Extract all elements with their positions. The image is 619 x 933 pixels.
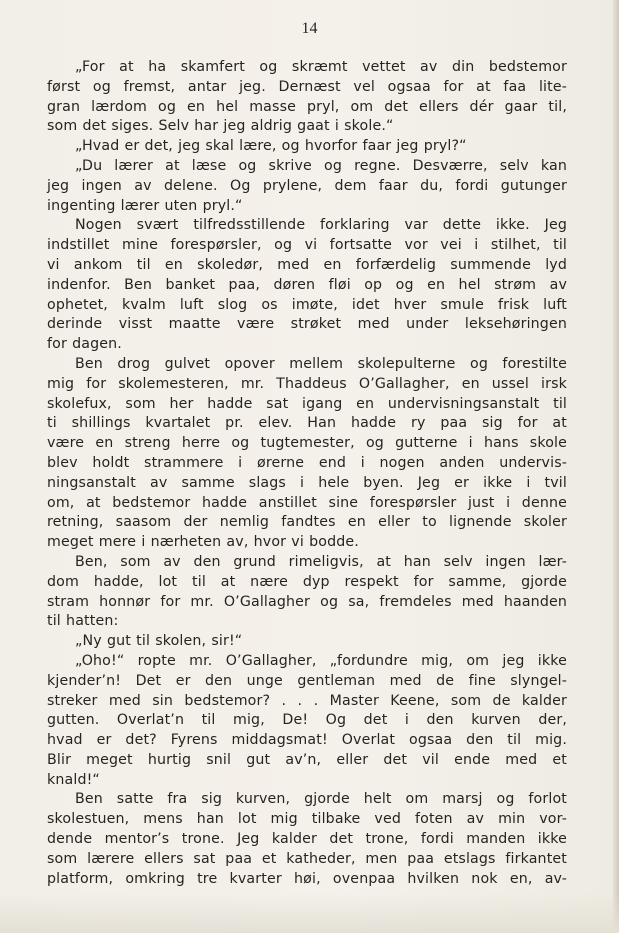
text-line: først og fremst, antar jeg. Dernæst vel ogsaa for at faa lite- <box>47 78 567 95</box>
text-line: platform, omkring tre kvarter høi, ovenpaa hvilken nok en, av- <box>47 870 567 887</box>
text-line: Ben drog gulvet opover mellem skolepulterne og forestilte <box>75 355 567 372</box>
text-line: vi ankom til en skoledør, med en forfærdelig summende lyd <box>47 256 567 273</box>
page-number: 14 <box>301 20 318 37</box>
text-line: være en streng herre og tugtemester, og gutterne i hans skole <box>47 435 567 452</box>
text-line: for dagen. <box>47 336 122 353</box>
text-line: „Du lærer at læse og skrive og regne. Desværre, selv kan <box>75 157 567 174</box>
text-line: stram honnør for mr. O’Gallagher og sa, fremdeles med haanden <box>47 593 567 610</box>
text-line: ophetet, kvalm luft slog os imøte, idet hver smule frisk luft <box>47 296 567 313</box>
page-bottom-shadow <box>0 893 619 933</box>
text-line: gutten. Overlat’n til mig, De! Og det i den kurven der, <box>47 712 567 729</box>
text-line: „Hvad er det, jeg skal lære, og hvorfor faar jeg pryl?“ <box>75 138 467 155</box>
text-line: til hatten: <box>47 613 119 630</box>
page-edge-shadow <box>613 0 619 933</box>
text-line: ningsanstalt av samme slags i hele byen. Jeg er ikke i tvil <box>47 474 567 491</box>
text-line: hvad er det? Fyrens middagsmat! Overlat ogsaa den til mig. <box>47 732 567 749</box>
text-line: Nogen svært tilfredsstillende forklaring var dette ikke. Jeg <box>75 217 567 234</box>
text-line: „For at ha skamfert og skræmt vettet av din bedstemor <box>75 59 567 75</box>
text-line: ingenting lærer uten pryl.“ <box>47 197 243 214</box>
text-line: som lærere ellers sat paa et katheder, men paa etslags firkantet <box>47 850 567 867</box>
text-line: om, at bedstemor hadde anstillet sine forespørsler just i denne <box>47 494 567 511</box>
text-line: mig for skolemesteren, mr. Thaddeus O’Gallagher, en ussel irsk <box>47 375 567 392</box>
text-line: meget mere i nærheten av, hvor vi bodde. <box>47 534 359 551</box>
text-line: dom hadde, lot til at nære dyp respekt for samme, gjorde <box>47 573 567 590</box>
text-line: indstillet mine forespørsler, og vi fortsatte vor vei i stilhet, til <box>47 237 567 254</box>
text-line: knald!“ <box>47 771 100 788</box>
text-line: indenfor. Ben banket paa, døren fløi op og en hel strøm av <box>47 276 567 293</box>
text-line: som det siges. Selv har jeg aldrig gaat i skole.“ <box>47 118 394 135</box>
text-line: skolestuen, mens han lot mig tilbake ved foten av min vor- <box>47 811 567 828</box>
text-line: Ben, som av den grund rimeligvis, at han selv ingen lær- <box>75 553 567 570</box>
text-line: streker med sin bedstemor? . . . Master Keene, som de kalder <box>47 692 567 709</box>
body-text <box>47 58 567 889</box>
text-line: „Ny gut til skolen, sir!“ <box>75 633 243 650</box>
text-line: dende mentor’s trone. Jeg kalder det trone, fordi manden ikke <box>47 831 567 848</box>
text-line: derinde visst maatte være strøket med under leksehøringen <box>47 316 567 333</box>
text-line: jeg ingen av delene. Og prylene, dem faar du, fordi gutunger <box>47 177 567 194</box>
text-line: kjender’n! Det er den unge gentleman med de fine slyngel- <box>47 672 567 689</box>
text-line: „Oho!“ ropte mr. O’Gallagher, „fordundre mig, om jeg ikke <box>75 652 567 669</box>
text-line: skolefux, som her hadde sat igang en undervisningsanstalt til <box>47 395 567 412</box>
text-line: blev holdt strammere i ørerne end i nogen anden undervis- <box>47 454 567 471</box>
text-line: gran lærdom og en hel masse pryl, om det ellers dér gaar til, <box>47 98 567 115</box>
text-line: Ben satte fra sig kurven, gjorde helt om marsj og forlot <box>75 791 567 808</box>
text-line: retning, saasom der nemlig fandtes en eller to lignende skoler <box>47 514 567 531</box>
text-line: Blir meget hurtig snil gut av’n, eller det vil ende med et <box>47 751 567 768</box>
text-line: ti shillings kvartalet pr. elev. Han hadde ry paa sig for at <box>47 415 567 432</box>
